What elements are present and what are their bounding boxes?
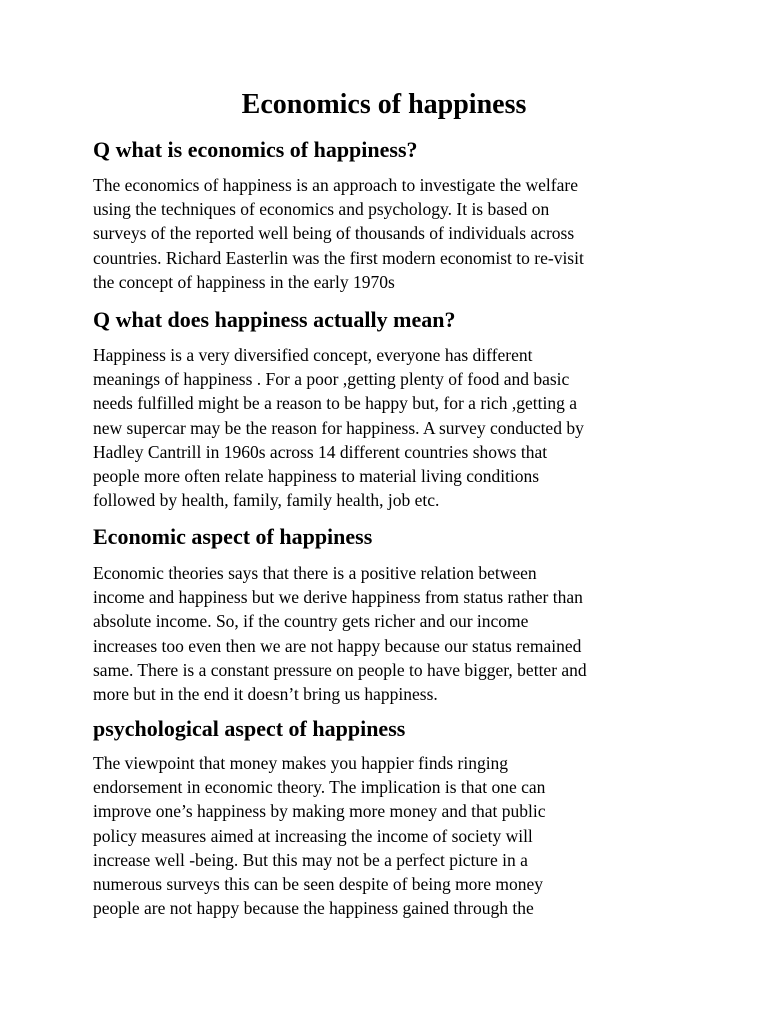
section-paragraph xyxy=(93,751,713,920)
paragraph-line: same. There is a constant pressure on people to have bigger, better and xyxy=(93,659,587,680)
paragraph-line: endorsement in economic theory. The implication is that one can xyxy=(93,777,546,798)
paragraph-line: improve one’s happiness by making more money and that public xyxy=(93,801,546,822)
paragraph-line: surveys of the reported well being of thousands of individuals across xyxy=(93,223,575,244)
paragraph-line: policy measures aimed at increasing the income of society will xyxy=(93,825,533,846)
paragraph-line: countries. Richard Easterlin was the first modern economist to re-visit xyxy=(93,247,584,268)
paragraph-line: Happiness is a very diversified concept, everyone has different xyxy=(93,345,533,365)
section-heading: psychological aspect of happiness xyxy=(93,716,406,741)
paragraph-line: more but in the end it doesn’t bring us happiness. xyxy=(93,684,438,705)
paragraph-line: absolute income. So, if the country gets richer and our income xyxy=(93,611,529,632)
paragraph-line: numerous surveys this can be seen despite of being more money xyxy=(93,874,544,895)
page-title: Economics of happiness xyxy=(241,89,527,120)
section-paragraph xyxy=(93,173,713,294)
paragraph-line: increase well -being. But this may not be a perfect picture in a xyxy=(93,849,528,870)
paragraph-line: new supercar may be the reason for happiness. A survey conducted by xyxy=(93,417,584,438)
section-heading: Q what is economics of happiness? xyxy=(93,137,418,162)
section-paragraph xyxy=(93,561,713,706)
paragraph-line: income and happiness but we derive happiness from status rather than xyxy=(93,587,583,608)
section-paragraph xyxy=(93,343,713,512)
paragraph-line: people are not happy because the happiness gained through the xyxy=(93,898,534,919)
paragraph-line: meanings of happiness . For a poor ,getting plenty of food and basic xyxy=(93,369,570,390)
section-heading: Q what does happiness actually mean? xyxy=(93,307,456,332)
paragraph-line: needs fulfilled might be a reason to be happy but, for a rich ,getting a xyxy=(93,393,578,414)
paragraph-line: using the techniques of economics and psychology. It is based on xyxy=(93,199,550,220)
paragraph-line: the concept of happiness in the early 1970s xyxy=(93,271,395,292)
paragraph-line: followed by health, family, family health, job etc. xyxy=(93,490,440,511)
paragraph-line: Hadley Cantrill in 1960s across 14 different countries shows that xyxy=(93,441,548,462)
paragraph-line: people more often relate happiness to material living conditions xyxy=(93,466,540,487)
section-heading: Economic aspect of happiness xyxy=(93,524,373,549)
paragraph-line: The economics of happiness is an approach to investigate the welfare xyxy=(93,175,578,195)
paragraph-line: Economic theories says that there is a positive relation between xyxy=(93,563,537,583)
paragraph-line: increases too even then we are not happy because our status remained xyxy=(93,635,582,656)
paragraph-line: The viewpoint that money makes you happier finds ringing xyxy=(93,753,509,773)
